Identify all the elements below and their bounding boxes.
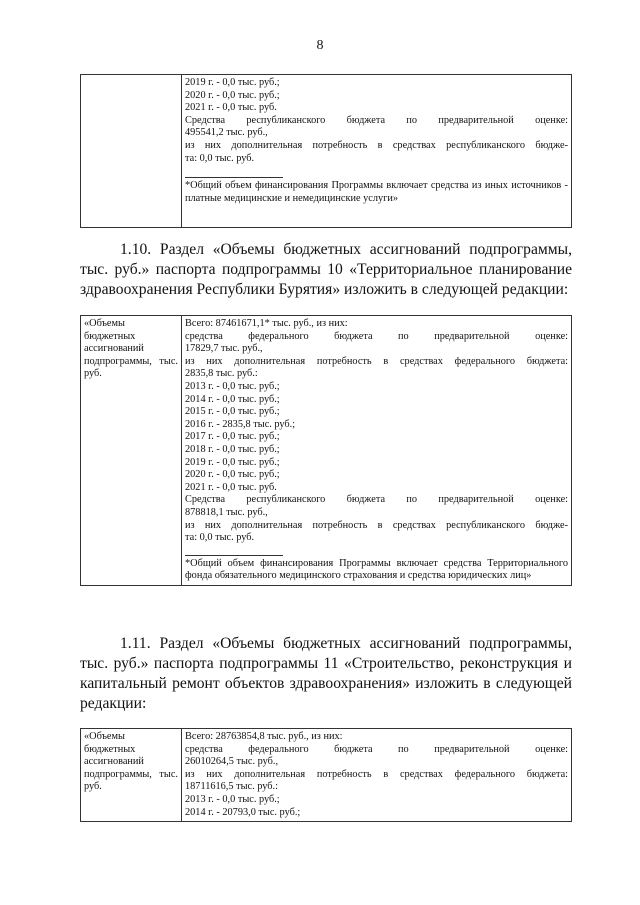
republic-budget-amount: 495541,2 тыс. руб., [185, 127, 268, 139]
year-line: 2015 г. - 0,0 тыс. руб.; [185, 406, 280, 418]
republic-budget-line: Средства республиканского бюджета по предварительной оценке: [185, 114, 568, 126]
year-line: 2018 г. - 0,0 тыс. руб.; [185, 443, 280, 455]
federal-budget-amount: 26010264,5 тыс. руб., [185, 756, 279, 768]
federal-budget-line: средства федерального бюджета по предварительной оценке: [185, 330, 568, 342]
label-cell: «Объемы бюджетных ассигнований подпрограммы, тыс. руб. [81, 316, 182, 586]
federal-extra-line: из них дополнительная потребность в средствах федерального бюджета: [185, 768, 568, 780]
total-line: Всего: 87461671,1* тыс. руб., из них: [185, 318, 348, 329]
budget-table-subprogram-11 [80, 728, 572, 822]
footnote-divider [185, 177, 283, 178]
footnote: *Общий объем финансирования Программы включает средства Территориального фонда обязательного медицинского страхования и средства юридических лиц» [185, 557, 568, 582]
republic-extra-line: из них дополнительная потребность в средствах республиканского бюдже- [185, 139, 568, 151]
footnote-divider [185, 555, 283, 556]
federal-budget-line: средства федерального бюджета по предварительной оценке: [185, 743, 568, 755]
year-line: 2014 г. - 0,0 тыс. руб.; [185, 393, 280, 405]
footnote: *Общий объем финансирования Программы включает средства из иных источников - платные медицинские и немедицинские услуги» [185, 180, 568, 204]
year-line: 2021 г. - 0,0 тыс. руб. [185, 102, 277, 114]
year-line: 2020 г. - 0,0 тыс. руб.; [185, 469, 280, 481]
year-line: 2014 г. - 20793,0 тыс. руб.; [185, 806, 301, 818]
republic-extra-line: из них дополнительная потребность в средствах республиканского бюдже- [185, 519, 568, 531]
republic-budget-line: Средства республиканского бюджета по предварительной оценке: [185, 494, 568, 506]
republic-extra-amount: та: 0,0 тыс. руб. [185, 532, 255, 544]
federal-budget-amount: 17829,7 тыс. руб., [185, 343, 263, 355]
year-line: 2021 г. - 0,0 тыс. руб. [185, 481, 277, 493]
label-cell-empty [81, 75, 182, 228]
federal-extra-amount: 18711616,5 тыс. руб.: [185, 781, 278, 793]
year-line: 2017 г. - 0,0 тыс. руб.; [185, 431, 280, 443]
year-line: 2016 г. - 2835,8 тыс. руб.; [185, 418, 296, 430]
federal-extra-amount: 2835,8 тыс. руб.: [185, 368, 258, 380]
paragraph-1-11: 1.11. Раздел «Объемы бюджетных ассигнований подпрограммы, тыс. руб.» паспорта подпрограммы 11 «Строительство, реконструкция и капитальный ремонт объектов здравоохранения» изложить в следующей редакции: [80, 635, 572, 712]
total-line: Всего: 28763854,8 тыс. руб., из них: [185, 731, 343, 742]
content-cell [182, 75, 572, 228]
year-line: 2020 г. - 0,0 тыс. руб.; [185, 89, 280, 101]
content-cell [182, 729, 572, 822]
budget-table-subprogram-10 [80, 315, 572, 586]
page-number: 8 [316, 38, 324, 53]
year-line: 2019 г. - 0,0 тыс. руб.; [185, 77, 280, 88]
paragraph-1-10: 1.10. Раздел «Объемы бюджетных ассигнований подпрограммы, тыс. руб.» паспорта подпрограммы 10 «Территориальное планирование здравоохранения Республики Бурятия» изложить в следующей редакции: [80, 241, 572, 298]
federal-extra-line: из них дополнительная потребность в средствах федерального бюджета: [185, 355, 568, 367]
republic-extra-amount: та: 0,0 тыс. руб. [185, 152, 255, 164]
content-cell [182, 316, 572, 586]
budget-table-continuation [80, 74, 572, 228]
year-line: 2013 г. - 0,0 тыс. руб.; [185, 793, 280, 805]
year-line: 2019 г. - 0,0 тыс. руб.; [185, 456, 280, 468]
year-line: 2013 г. - 0,0 тыс. руб.; [185, 380, 280, 392]
label-cell: «Объемы бюджетных ассигнований подпрограммы, тыс. руб. [81, 729, 182, 822]
republic-budget-amount: 878818,1 тыс. руб., [185, 506, 268, 518]
